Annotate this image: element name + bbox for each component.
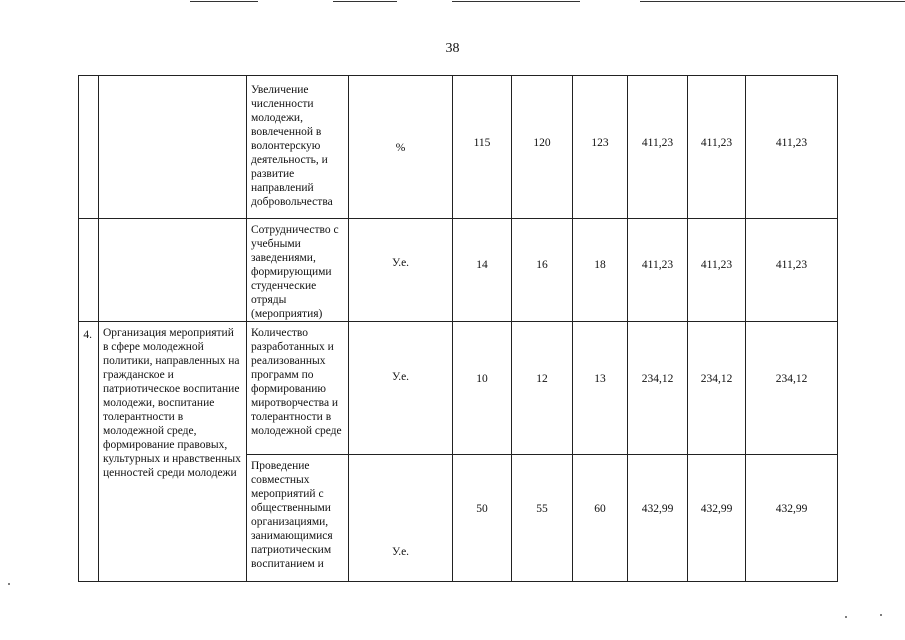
value-cell: 16: [512, 219, 573, 322]
value-cell: 55: [512, 455, 573, 582]
program-table: [78, 75, 838, 582]
funding-cell: 234,12: [746, 322, 838, 455]
page-number: 38: [445, 41, 460, 56]
funding-cell: 411,23: [688, 219, 746, 322]
value-cell: 14: [453, 219, 512, 322]
value-cell: 120: [512, 76, 573, 219]
top-edge-line: [640, 1, 905, 2]
unit-cell: У.е.: [349, 219, 453, 322]
top-edge-line: [333, 1, 397, 2]
value-cell: 60: [573, 455, 628, 582]
unit-cell: У.е.: [349, 322, 453, 455]
unit-cell: У.е.: [349, 455, 453, 582]
top-edge-line: [190, 1, 258, 2]
funding-cell: 432,99: [746, 455, 838, 582]
indicator-cell: Сотрудничество с учебными заведениями, формирующими студенческие отряды (мероприятия): [247, 219, 349, 322]
scan-speck: [845, 616, 847, 618]
value-cell: 50: [453, 455, 512, 582]
activity-cell: [99, 76, 247, 219]
value-cell: 115: [453, 76, 512, 219]
indicator-cell: Проведение совместных мероприятий с общественными организациями, занимающимися патриотическим воспитанием и: [247, 455, 349, 582]
funding-cell: 411,23: [628, 219, 688, 322]
unit-cell: %: [349, 76, 453, 219]
value-cell: 13: [573, 322, 628, 455]
scan-speck: [880, 614, 882, 616]
funding-cell: 411,23: [628, 76, 688, 219]
funding-cell: 411,23: [746, 219, 838, 322]
value-cell: 123: [573, 76, 628, 219]
scan-speck: [8, 583, 10, 585]
activity-cell: [99, 219, 247, 322]
index-cell: 4.: [79, 322, 99, 582]
funding-cell: 234,12: [628, 322, 688, 455]
funding-cell: 432,99: [628, 455, 688, 582]
value-cell: 18: [573, 219, 628, 322]
index-cell: [79, 219, 99, 322]
table-row: [79, 76, 838, 219]
top-edge-line: [452, 1, 580, 2]
table-row: [79, 219, 838, 322]
value-cell: 10: [453, 322, 512, 455]
funding-cell: 234,12: [688, 322, 746, 455]
indicator-cell: Количество разработанных и реализованных программ по формированию миротворчества и толерантности в молодежной среде: [247, 322, 349, 455]
activity-cell: Организация мероприятий в сфере молодежной политики, направленных на гражданское и патриотическое воспитание молодежи, воспитание толерантности в молодежной среде, формирование правовых, культурных и нравственных ценностей среди молодежи: [99, 322, 247, 582]
value-cell: 12: [512, 322, 573, 455]
funding-cell: 411,23: [688, 76, 746, 219]
funding-cell: 432,99: [688, 455, 746, 582]
index-cell: [79, 76, 99, 219]
table-row: [79, 322, 838, 455]
funding-cell: 411,23: [746, 76, 838, 219]
indicator-cell: Увеличение численности молодежи, вовлеченной в волонтерскую деятельность, и развитие направлений добровольчества: [247, 76, 349, 219]
